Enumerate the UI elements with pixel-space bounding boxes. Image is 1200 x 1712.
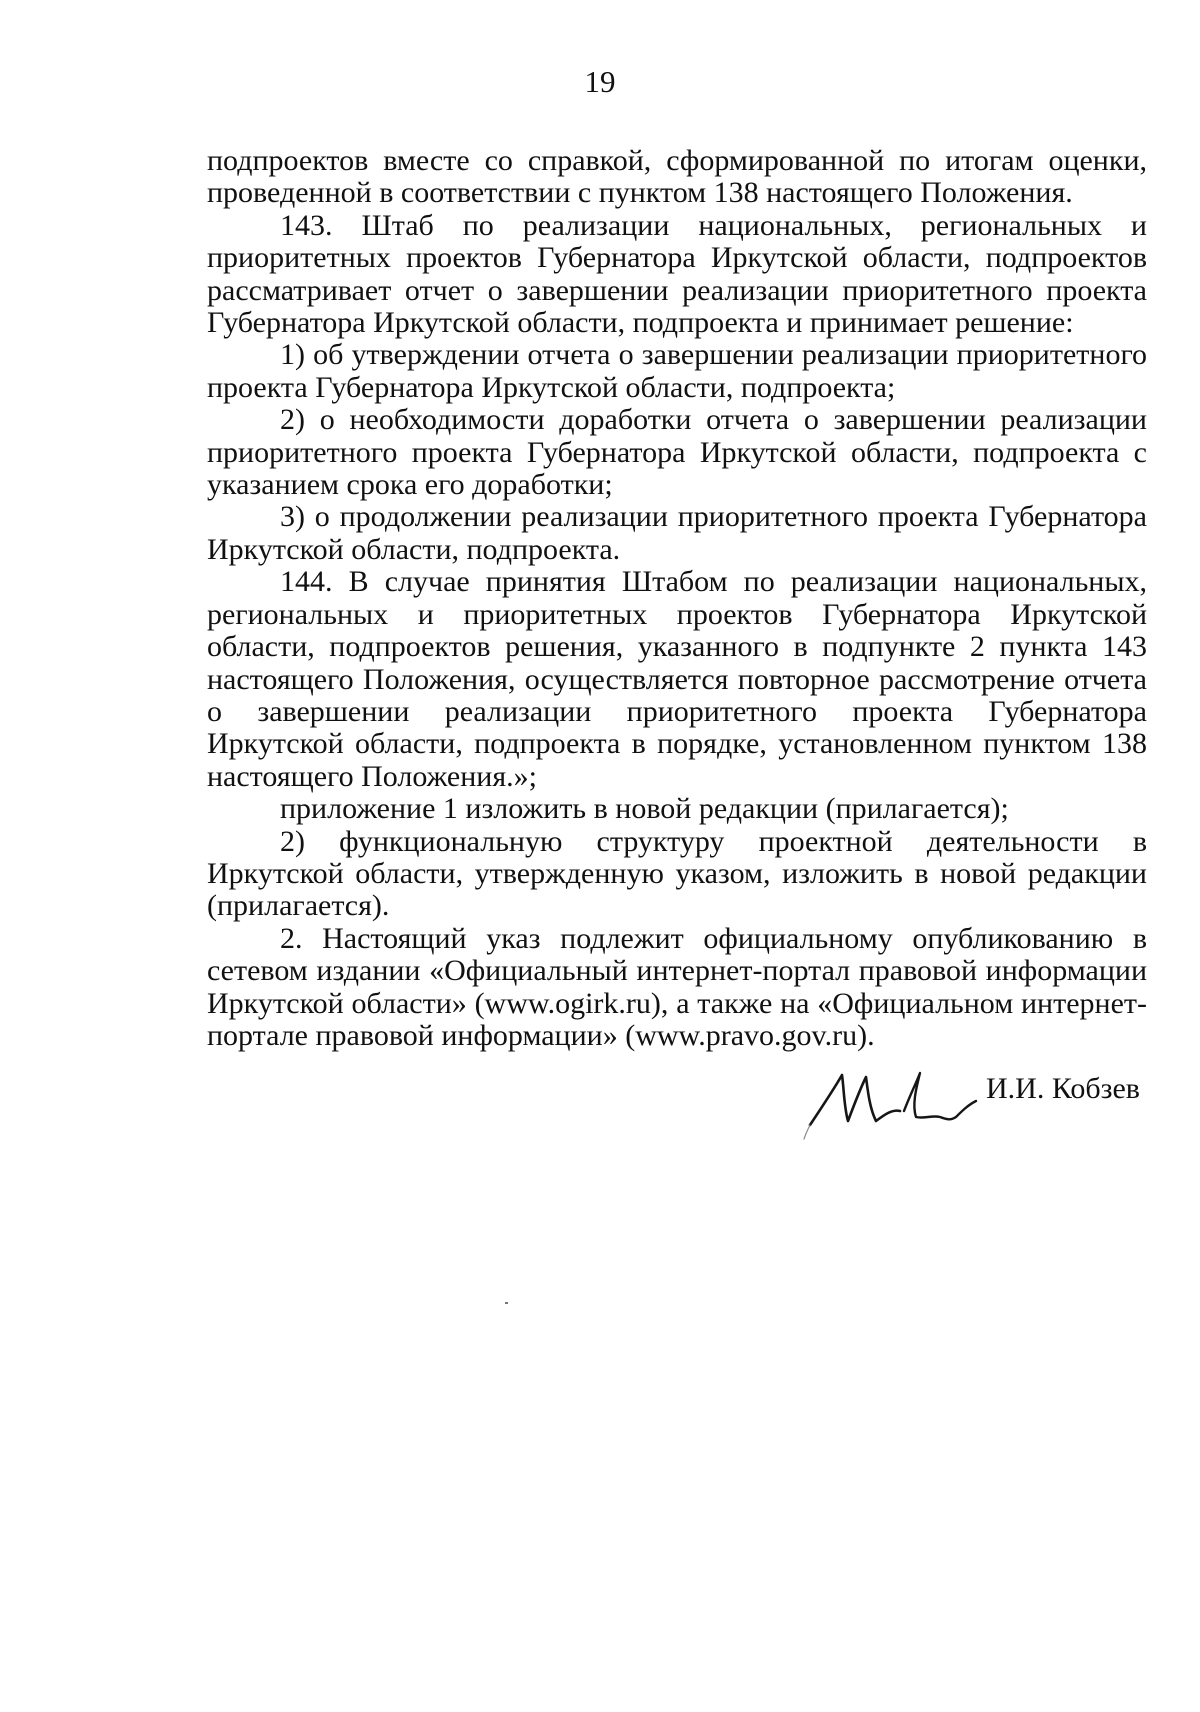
paragraph: приложение 1 изложить в новой редакции (прилагается);	[280, 792, 1009, 826]
paragraph: 2. Настоящий указ подлежит официальному опубликованию в сетевом издании «Официальный интернет-портал правовой информации Иркутской области» (www.ogirk.ru), а также на «Официальном интернет-портале правовой информации» (www.pravo.gov.ru).	[207, 921, 1147, 1052]
paragraph: подпроектов вместе со справкой, сформированной по итогам оценки, проведенной в соответствии с пунктом 138 настоящего Положения.	[207, 144, 1147, 210]
paragraph: 143. Штаб по реализации национальных, региональных и приоритетных проектов Губернатора Иркутской области, подпроектов рассматривает отчет о завершении реализации приоритетного проекта Губернатора Иркутской области, подпроекта и принимает решение:	[207, 208, 1147, 340]
document-body	[207, 145, 1147, 1052]
paragraph: 2) о необходимости доработки отчета о завершении реализации приоритетного проекта Губернатора Иркутской области, подпроекта с указанием срока его доработки;	[207, 403, 1147, 502]
paragraph: 144. В случае принятия Штабом по реализации национальных, региональных и приоритетных проектов Губернатора Иркутской области, подпроектов решения, указанного в подпункте 2 пункта 143 настоящего Положения, осуществляется повторное рассмотрение отчета о завершении реализации приоритетного проекта Губернатора Иркутской области, подпроекта в порядке, установленном пунктом 138 настоящего Положения.»;	[207, 565, 1147, 793]
paragraph: 2) функциональную структуру проектной деятельности в Иркутской области, утвержденную указом, изложить в новой редакции (прилагается).	[207, 824, 1147, 923]
paragraph: 3) о продолжении реализации приоритетного проекта Губернатора Иркутской области, подпроекта.	[207, 500, 1147, 566]
scan-speck	[505, 1302, 508, 1304]
signature-block	[800, 1055, 1160, 1145]
page-number: 19	[584, 64, 616, 99]
signer-name: И.И. Кобзев	[986, 1072, 1140, 1105]
handwritten-signature-icon	[800, 1055, 980, 1145]
paragraph: 1) об утверждении отчета о завершении реализации приоритетного проекта Губернатора Иркутской области, подпроекта;	[207, 338, 1147, 404]
